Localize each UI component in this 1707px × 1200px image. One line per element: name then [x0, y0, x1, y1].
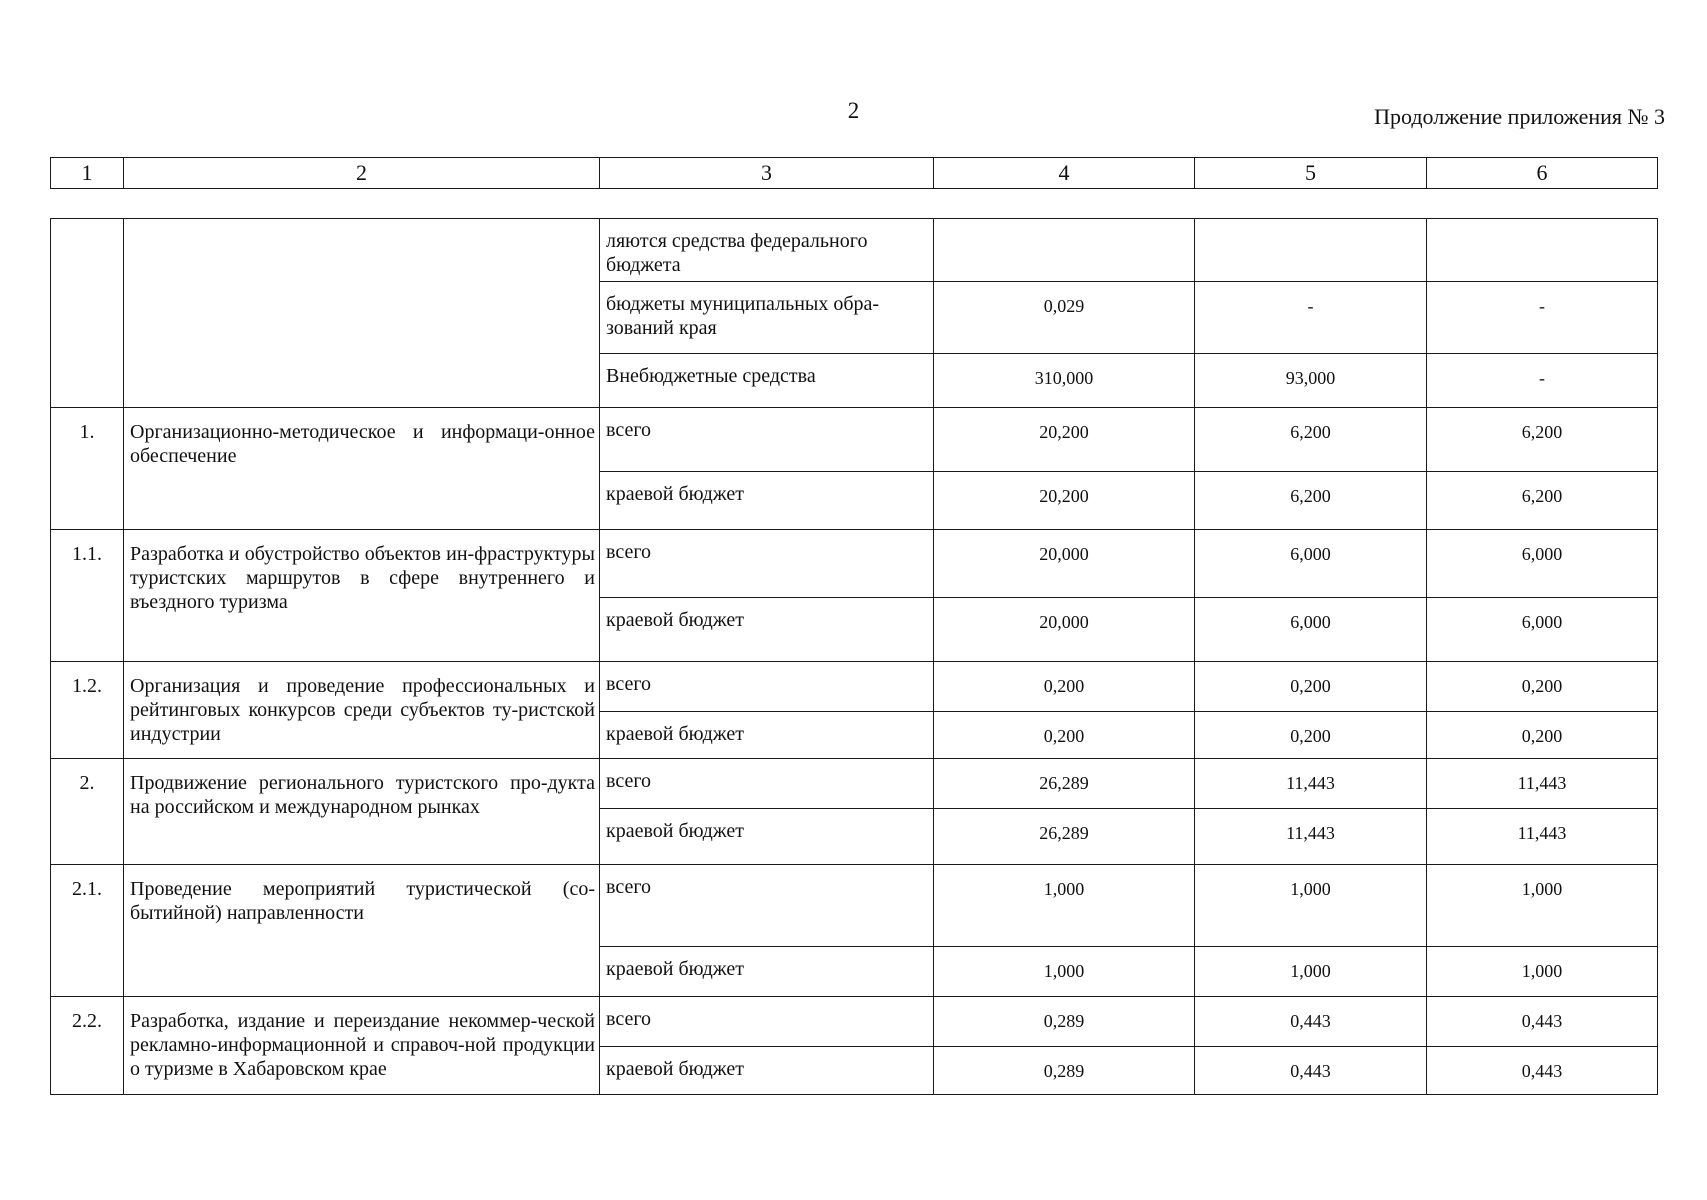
- value-col5: -: [1195, 282, 1427, 354]
- funding-source: бюджеты муниципальных обра-зований края: [600, 282, 934, 354]
- header-cell: 3: [600, 158, 934, 189]
- funding-source: краевой бюджет: [600, 1047, 934, 1095]
- funding-source: Внебюджетные средства: [600, 354, 934, 408]
- value-col4: 20,200: [934, 472, 1195, 530]
- funding-source: краевой бюджет: [600, 598, 934, 662]
- header-row: [51, 158, 1658, 189]
- value-col5: 1,000: [1195, 947, 1427, 997]
- value-col5: [1195, 219, 1427, 282]
- value-col6: 6,000: [1427, 530, 1658, 598]
- value-col6: -: [1427, 354, 1658, 408]
- value-col5: 6,000: [1195, 598, 1427, 662]
- funding-source: всего: [600, 759, 934, 809]
- item-number: 2.1.: [51, 865, 124, 997]
- value-col5: 6,200: [1195, 472, 1427, 530]
- value-col6: 6,000: [1427, 598, 1658, 662]
- column-numbers-header: [50, 157, 1658, 189]
- item-number: 1.: [51, 408, 124, 530]
- value-col5: 0,200: [1195, 662, 1427, 712]
- value-col6: 0,200: [1427, 662, 1658, 712]
- table-row: [51, 408, 1658, 472]
- item-name: Продвижение регионального туристского про-дукта на российском и международном рынках: [124, 759, 600, 865]
- item-number: 2.: [51, 759, 124, 865]
- value-col6: 11,443: [1427, 809, 1658, 865]
- header-cell: 2: [124, 158, 600, 189]
- funding-source: всего: [600, 408, 934, 472]
- funding-source: краевой бюджет: [600, 809, 934, 865]
- value-col4: 20,000: [934, 598, 1195, 662]
- funding-source: краевой бюджет: [600, 712, 934, 759]
- header-cell: 4: [934, 158, 1195, 189]
- header-cell: 5: [1195, 158, 1427, 189]
- budget-table: [50, 218, 1658, 1095]
- funding-source: всего: [600, 865, 934, 947]
- table-row: [51, 865, 1658, 947]
- header-cell: 1: [51, 158, 124, 189]
- funding-source: всего: [600, 997, 934, 1047]
- item-number: 2.2.: [51, 997, 124, 1095]
- item-name: Разработка, издание и переиздание некоммер-ческой рекламно-информационной и справоч-ной продукции о туризме в Хабаровском крае: [124, 997, 600, 1095]
- value-col4: 0,289: [934, 1047, 1195, 1095]
- value-col5: 11,443: [1195, 809, 1427, 865]
- value-col4: 26,289: [934, 759, 1195, 809]
- table-row: [51, 219, 1658, 282]
- value-col4: [934, 219, 1195, 282]
- item-name: Проведение мероприятий туристической (со-бытийной) направленности: [124, 865, 600, 997]
- table-row: [51, 530, 1658, 598]
- value-col4: 0,029: [934, 282, 1195, 354]
- item-number-cell: [51, 219, 124, 408]
- value-col5: 0,200: [1195, 712, 1427, 759]
- value-col4: 0,200: [934, 662, 1195, 712]
- value-col4: 20,000: [934, 530, 1195, 598]
- value-col6: [1427, 219, 1658, 282]
- value-col4: 310,000: [934, 354, 1195, 408]
- value-col5: 0,443: [1195, 997, 1427, 1047]
- value-col4: 1,000: [934, 947, 1195, 997]
- value-col6: 6,200: [1427, 408, 1658, 472]
- item-name: Организация и проведение профессиональных и рейтинговых конкурсов среди субъектов ту-ристской индустрии: [124, 662, 600, 759]
- appendix-label: Продолжение приложения № 3: [1374, 104, 1665, 129]
- value-col6: 0,443: [1427, 997, 1658, 1047]
- table-row: [51, 997, 1658, 1047]
- value-col6: 0,200: [1427, 712, 1658, 759]
- value-col4: 26,289: [934, 809, 1195, 865]
- value-col5: 6,000: [1195, 530, 1427, 598]
- value-col6: 1,000: [1427, 865, 1658, 947]
- value-col5: 11,443: [1195, 759, 1427, 809]
- value-col6: 0,443: [1427, 1047, 1658, 1095]
- value-col5: 93,000: [1195, 354, 1427, 408]
- header-cell: 6: [1427, 158, 1658, 189]
- value-col5: 6,200: [1195, 408, 1427, 472]
- item-name-cell: [124, 219, 600, 408]
- value-col5: 1,000: [1195, 865, 1427, 947]
- value-col4: 20,200: [934, 408, 1195, 472]
- value-col6: 11,443: [1427, 759, 1658, 809]
- funding-source: всего: [600, 662, 934, 712]
- value-col6: 6,200: [1427, 472, 1658, 530]
- value-col4: 1,000: [934, 865, 1195, 947]
- table-row: [51, 759, 1658, 809]
- page-number: 2: [847, 98, 860, 123]
- funding-source: ляются средства федерального бюджета: [600, 219, 934, 282]
- value-col4: 0,289: [934, 997, 1195, 1047]
- value-col6: -: [1427, 282, 1658, 354]
- funding-source: всего: [600, 530, 934, 598]
- funding-source: краевой бюджет: [600, 472, 934, 530]
- item-name: Разработка и обустройство объектов ин-фраструктуры туристских маршрутов в сфере внутреннего и въездного туризма: [124, 530, 600, 662]
- funding-source: краевой бюджет: [600, 947, 934, 997]
- value-col6: 1,000: [1427, 947, 1658, 997]
- table-row: [51, 662, 1658, 712]
- item-number: 1.2.: [51, 662, 124, 759]
- value-col4: 0,200: [934, 712, 1195, 759]
- item-number: 1.1.: [51, 530, 124, 662]
- item-name: Организационно-методическое и информаци-онное обеспечение: [124, 408, 600, 530]
- value-col5: 0,443: [1195, 1047, 1427, 1095]
